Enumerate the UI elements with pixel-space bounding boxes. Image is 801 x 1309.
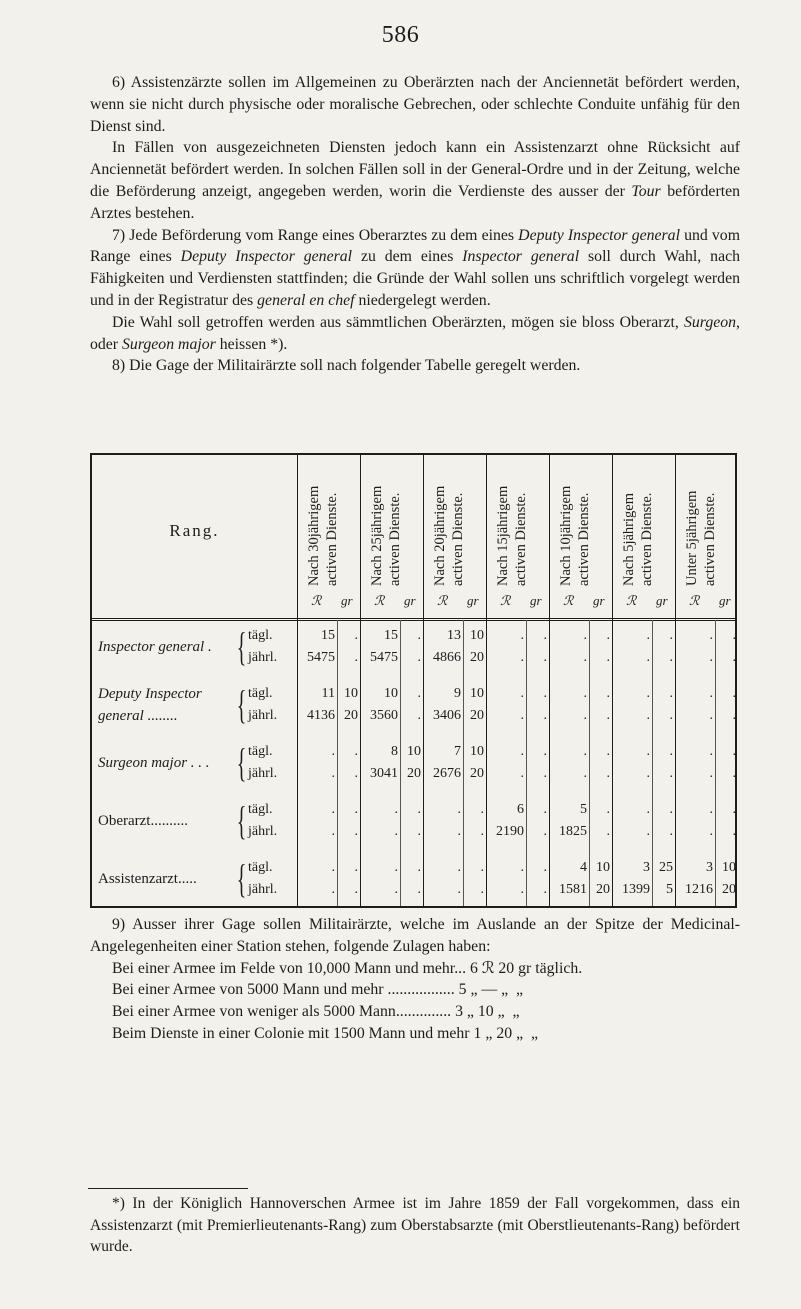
unit-thaler: ℛ [563, 593, 574, 608]
thaler-value: . [520, 686, 524, 701]
unit-groschen: gr [530, 593, 542, 608]
allowance-line: Beim Dienste in einer Colonie mit 1500 Mann und mehr 1 „ 20 „ „ [112, 1024, 538, 1042]
groschen-value: 20 [596, 882, 610, 897]
groschen-value: 10 [596, 860, 610, 875]
thaler-value: . [520, 882, 524, 897]
groschen-value: . [417, 686, 421, 701]
allowance-line: Bei einer Armee von weniger als 5000 Mann.............. 3 „ 10 „ „ [112, 1003, 520, 1021]
groschen-value: 10 [722, 860, 736, 875]
thaler-value: 4866 [433, 650, 461, 665]
groschen-value: . [732, 708, 736, 723]
groschen-value: . [732, 744, 736, 759]
thaler-value: 3560 [370, 708, 398, 723]
groschen-value: . [732, 628, 736, 643]
per-day-label: tägl. [248, 628, 273, 643]
thaler-value: . [709, 766, 713, 781]
paragraph [90, 225, 740, 312]
thaler-value: 5475 [307, 650, 335, 665]
thaler-value: 15 [321, 628, 335, 643]
column-header-line2: activen Dienste. [513, 492, 529, 586]
text-run: Die Wahl soll getroffen werden aus sämmtlichen Oberärzten, mögen sie bloss Oberarzt, [112, 313, 684, 331]
italic-term: Deputy Inspector general [180, 248, 353, 266]
thaler-value: . [457, 882, 461, 897]
paragraph [90, 72, 740, 137]
groschen-value: . [354, 860, 358, 875]
groschen-value: 10 [470, 686, 484, 701]
groschen-value: . [732, 824, 736, 839]
allowance-line: Bei einer Armee im Felde von 10,000 Mann und mehr... 6 ℛ 20 gr täglich. [112, 959, 583, 977]
text-run: 8) Die Gage der Militairärzte soll nach folgender Tabelle geregelt werden. [112, 357, 581, 375]
column-header-line2: activen Dienste. [450, 492, 466, 586]
thaler-value: 4 [580, 860, 587, 875]
unit-thaler: ℛ [374, 593, 385, 608]
groschen-value: . [417, 802, 421, 817]
groschen-value: 10 [344, 686, 358, 701]
groschen-value: . [732, 802, 736, 817]
paragraph [90, 137, 740, 224]
groschen-value: . [669, 766, 673, 781]
groschen-value: . [354, 824, 358, 839]
paragraph [90, 312, 740, 356]
unit-thaler: ℛ [626, 593, 637, 608]
groschen-value: . [606, 824, 610, 839]
rank-name [98, 810, 188, 832]
brace: { [236, 856, 247, 901]
rank-header: Rang. [169, 521, 220, 540]
thaler-value: . [520, 744, 524, 759]
groschen-value: 25 [659, 860, 673, 875]
thaler-value: . [709, 686, 713, 701]
unit-groschen: gr [467, 593, 479, 608]
column-header-line1: Nach 30jährigem [306, 485, 322, 586]
groschen-value: . [606, 744, 610, 759]
groschen-value: . [480, 824, 484, 839]
thaler-value: . [583, 650, 587, 665]
thaler-value: . [520, 766, 524, 781]
thaler-value: 6 [517, 802, 524, 817]
groschen-value: . [417, 708, 421, 723]
header-divider [92, 618, 735, 621]
groschen-value: . [669, 824, 673, 839]
thaler-value: . [646, 802, 650, 817]
per-day-label: tägl. [248, 686, 273, 701]
thaler-value: . [646, 824, 650, 839]
thaler-value: . [520, 708, 524, 723]
allowance-intro: 9) Ausser ihrer Gage sollen Militairärzte, welche im Auslande an der Spitze der Medicinal-Angelegenheiten einer Station stehen, folgende Zulagen haben: [90, 916, 740, 955]
groschen-value: 10 [407, 744, 421, 759]
unit-thaler: ℛ [437, 593, 448, 608]
pay-table [90, 453, 737, 908]
thaler-value: . [709, 802, 713, 817]
footnote-rule [88, 1188, 248, 1189]
groschen-value: . [354, 802, 358, 817]
groschen-value: . [417, 650, 421, 665]
groschen-value: 5 [666, 882, 673, 897]
thaler-value: 1399 [622, 882, 650, 897]
thaler-value: . [331, 824, 335, 839]
thaler-value: . [646, 766, 650, 781]
column-header-line1: Nach 10jährigem [558, 485, 574, 586]
unit-thaler: ℛ [689, 593, 700, 608]
thaler-value: . [583, 708, 587, 723]
groschen-value: . [543, 650, 547, 665]
unit-thaler: ℛ [311, 593, 322, 608]
thaler-value: 15 [384, 628, 398, 643]
per-day-label: tägl. [248, 802, 273, 817]
groschen-value: . [669, 708, 673, 723]
thaler-value: . [457, 802, 461, 817]
groschen-value: . [669, 686, 673, 701]
italic-term: Tour [631, 182, 661, 200]
thaler-value: 2676 [433, 766, 461, 781]
groschen-value: 10 [470, 744, 484, 759]
brace: { [236, 740, 247, 785]
thaler-value: . [394, 824, 398, 839]
column-header-line2: activen Dienste. [387, 492, 403, 586]
text-run: heissen *). [215, 335, 288, 353]
thaler-value: . [646, 628, 650, 643]
groschen-value: . [543, 686, 547, 701]
page-number: 586 [381, 22, 420, 48]
thaler-value: . [646, 744, 650, 759]
column-header-line1: Nach 25jährigem [369, 485, 385, 586]
groschen-value: . [354, 628, 358, 643]
thaler-value: . [583, 686, 587, 701]
text-run: zu dem eines [352, 248, 463, 266]
thaler-value: . [583, 628, 587, 643]
paragraph [90, 355, 740, 377]
allowances-text [90, 914, 740, 1045]
allowance-line: Bei einer Armee von 5000 Mann und mehr ................. 5 „ — „ „ [112, 981, 524, 999]
thaler-value: . [394, 860, 398, 875]
column-header-line1: Nach 15jährigem [495, 485, 511, 586]
groschen-value: . [606, 628, 610, 643]
thaler-value: . [331, 766, 335, 781]
text-run: soll durch Wahl, nach Fähigkeiten und Verdiensten stattfinden; die Gründe der Wahl sollen uns schriftlich vorgelegt werden und in der Registratur des [90, 248, 740, 309]
per-day-label: tägl. [248, 744, 273, 759]
rank-name-text: Deputy Inspector [98, 686, 202, 702]
groschen-value: 20 [722, 882, 736, 897]
thaler-value: . [394, 882, 398, 897]
thaler-value: . [331, 802, 335, 817]
thaler-value: 4136 [307, 708, 335, 723]
groschen-value: . [543, 824, 547, 839]
rank-name [98, 636, 212, 658]
thaler-value: . [331, 860, 335, 875]
groschen-value: . [354, 766, 358, 781]
groschen-value: . [606, 766, 610, 781]
per-day-label: tägl. [248, 860, 273, 875]
groschen-value: . [669, 650, 673, 665]
groschen-value: . [543, 744, 547, 759]
groschen-value: . [543, 628, 547, 643]
thaler-value: . [709, 708, 713, 723]
column-header-line2: activen Dienste. [576, 492, 592, 586]
groschen-value: 20 [470, 766, 484, 781]
thaler-value: 8 [391, 744, 398, 759]
groschen-value: . [354, 744, 358, 759]
thaler-value: 2190 [496, 824, 524, 839]
groschen-value: . [543, 708, 547, 723]
thaler-value: . [646, 708, 650, 723]
thaler-value: . [520, 860, 524, 875]
unit-groschen: gr [341, 593, 353, 608]
column-header-line1: Unter 5jährigem [684, 490, 700, 586]
rank-name-text: Surgeon major . . . [98, 755, 210, 771]
groschen-value: 20 [470, 708, 484, 723]
groschen-value: . [732, 686, 736, 701]
rank-name-text: Assistenzarzt..... [98, 871, 197, 887]
groschen-value: . [417, 882, 421, 897]
groschen-value: . [480, 802, 484, 817]
per-year-label: jährl. [248, 766, 278, 781]
groschen-value: 20 [470, 650, 484, 665]
groschen-value: 20 [344, 708, 358, 723]
thaler-value: . [709, 744, 713, 759]
thaler-value: 9 [454, 686, 461, 701]
groschen-value: . [606, 802, 610, 817]
thaler-value: . [457, 824, 461, 839]
thaler-value: . [520, 650, 524, 665]
thaler-value: . [583, 766, 587, 781]
thaler-value: . [646, 686, 650, 701]
italic-term: Surgeon [683, 313, 737, 331]
footnote [90, 1193, 740, 1258]
brace: { [236, 624, 247, 669]
thaler-value: 10 [384, 686, 398, 701]
rank-name [98, 683, 202, 727]
column-header-line2: activen Dienste. [702, 492, 718, 586]
thaler-value: 1581 [559, 882, 587, 897]
thaler-value: 3 [706, 860, 713, 875]
thaler-value: 5475 [370, 650, 398, 665]
text-run: niedergelegt werden. [354, 291, 491, 309]
unit-groschen: gr [404, 593, 416, 608]
unit-groschen: gr [656, 593, 668, 608]
groschen-value: 10 [470, 628, 484, 643]
groschen-value: . [543, 766, 547, 781]
text-run: In Fällen von ausgezeichneten Diensten jedoch kann ein Assistenzarzt ohne Rücksicht auf Anciennetät befördert werden. In solchen Fällen soll in der General-Ordre und in der Zeitung, welche die Beförderung anzeigt, angegeben werden, worin die Verdienste des ausser der [90, 139, 740, 200]
groschen-value: . [606, 686, 610, 701]
text-run: und vom Range eines [90, 226, 740, 266]
groschen-value: . [543, 882, 547, 897]
text-run: 6) Assistenzärzte sollen im Allgemeinen zu Oberärzten nach der Anciennetät befördert werden, wenn sie nicht durch physische oder moralische Gebrechen, oder schlechte Conduite unfähig für den Dienst sind. [90, 74, 740, 135]
per-year-label: jährl. [248, 882, 278, 897]
groschen-value: . [669, 802, 673, 817]
thaler-value: 1216 [685, 882, 713, 897]
thaler-value: 3041 [370, 766, 398, 781]
thaler-value: . [394, 802, 398, 817]
groschen-value: . [606, 708, 610, 723]
thaler-value: 3 [643, 860, 650, 875]
thaler-value: 7 [454, 744, 461, 759]
brace: { [236, 682, 247, 727]
groschen-value: . [543, 802, 547, 817]
unit-groschen: gr [593, 593, 605, 608]
thaler-value: 3406 [433, 708, 461, 723]
thaler-value: . [331, 882, 335, 897]
rank-name-text: Oberarzt.......... [98, 813, 188, 829]
thaler-value: . [709, 650, 713, 665]
italic-term: Inspector general [462, 248, 580, 266]
column-header-line1: Nach 5jährigem [621, 492, 637, 586]
thaler-value: 5 [580, 802, 587, 817]
rank-name [98, 752, 210, 774]
groschen-value: . [669, 628, 673, 643]
thaler-value: . [583, 744, 587, 759]
groschen-value: . [732, 766, 736, 781]
thaler-value: . [520, 628, 524, 643]
body-text [90, 72, 740, 377]
thaler-value: . [457, 860, 461, 875]
per-year-label: jährl. [248, 824, 278, 839]
thaler-value: . [331, 744, 335, 759]
per-year-label: jährl. [248, 650, 278, 665]
per-year-label: jährl. [248, 708, 278, 723]
groschen-value: . [543, 860, 547, 875]
brace: { [236, 798, 247, 843]
text-run: 7) Jede Beförderung vom Range eines Oberarztes zu dem eines [112, 226, 519, 244]
groschen-value: . [669, 744, 673, 759]
groschen-value: . [417, 860, 421, 875]
unit-groschen: gr [719, 593, 731, 608]
column-header-line2: activen Dienste. [324, 492, 340, 586]
italic-term: general en chef [257, 291, 355, 309]
groschen-value: . [417, 628, 421, 643]
groschen-value: . [480, 882, 484, 897]
thaler-value: 11 [321, 686, 335, 701]
groschen-value: . [606, 650, 610, 665]
groschen-value: . [354, 882, 358, 897]
thaler-value: . [646, 650, 650, 665]
text-run: , oder [90, 313, 740, 353]
rank-name-text-line2: general ........ [98, 708, 178, 724]
thaler-value: 1825 [559, 824, 587, 839]
text-run: beförderten Arztes bestehen. [90, 182, 741, 222]
thaler-value: 13 [447, 628, 461, 643]
groschen-value: . [480, 860, 484, 875]
unit-thaler: ℛ [500, 593, 511, 608]
rank-name-text: Inspector general . [98, 639, 212, 655]
italic-term: Deputy Inspector general [518, 226, 680, 244]
groschen-value: . [732, 650, 736, 665]
thaler-value: . [709, 824, 713, 839]
column-header-line1: Nach 20jährigem [432, 485, 448, 586]
column-header-line2: activen Dienste. [639, 492, 655, 586]
groschen-value: . [354, 650, 358, 665]
groschen-value: 20 [407, 766, 421, 781]
thaler-value: . [709, 628, 713, 643]
groschen-value: . [417, 824, 421, 839]
footnote-text: *) In der Königlich Hannoverschen Armee ist im Jahre 1859 der Fall vorgekommen, dass ein Assistenzarzt (mit Premierlieutenants-Rang) zum Oberstabsarzte (mit Oberstlieutenants-Rang) befördert wurde. [90, 1195, 740, 1255]
italic-term: Surgeon major [122, 335, 216, 353]
rank-name [98, 868, 197, 890]
